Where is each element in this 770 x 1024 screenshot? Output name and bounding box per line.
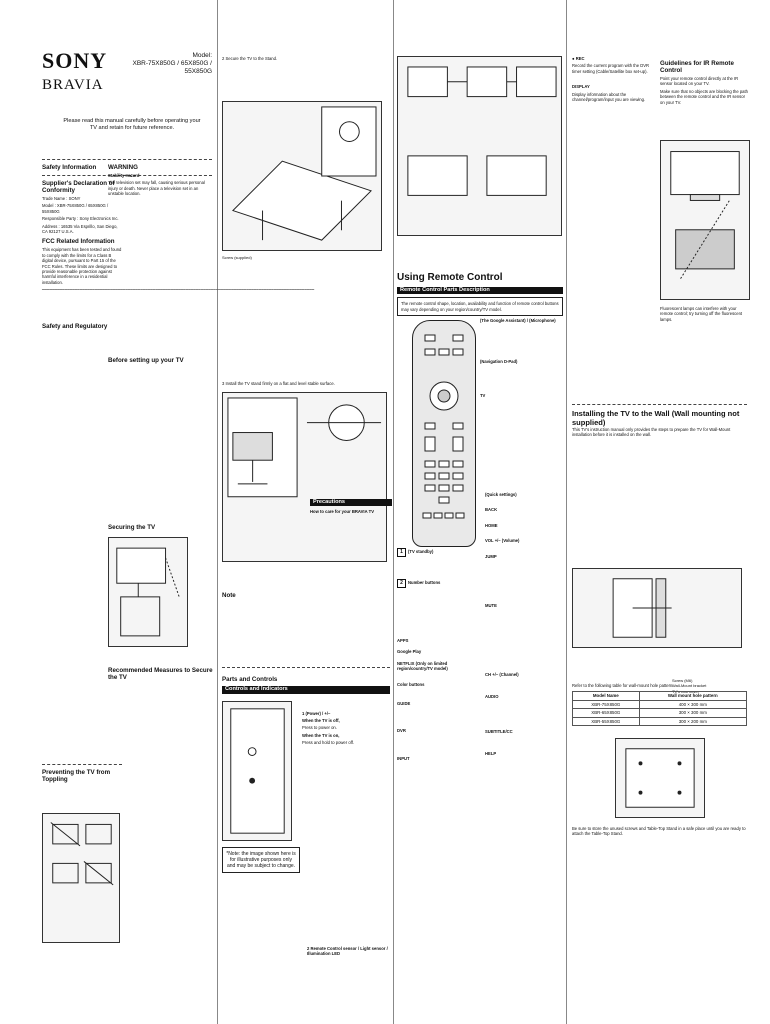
tv-item: TV (480, 392, 486, 398)
bravia-logo: BRAVIA (42, 77, 104, 93)
cable-diagram (397, 56, 562, 236)
tipping-illustration (42, 813, 120, 943)
divider (572, 404, 747, 405)
recommended-title: Recommended Measures to Secure the TV (108, 666, 213, 681)
dpad-item: (Navigation D-Pad) (480, 359, 518, 365)
before-setup-title: Before setting up your TV (108, 356, 184, 364)
power-press-on: Press to power on. (302, 725, 337, 731)
display-text: Display information about the channel/program/input you are viewing. (572, 91, 646, 103)
image-note: *Note: the image shown here is for illustrative purposes only and may be subject to change. (222, 847, 300, 873)
model-label: Model: (192, 52, 212, 59)
screw-supplied-label: Screw (supplied) (222, 255, 252, 261)
netflix-item: NETFLIX (Only on limited region/country/TV model) (397, 660, 448, 672)
ir-guideline-2: Make sure that no objects are blocking the path between the remote control and the IR sensor on your TV. (660, 88, 748, 105)
hole-pattern-illustration (615, 738, 705, 818)
rec-label: REC (575, 56, 585, 61)
column-divider (566, 0, 567, 1024)
power-when-on: When the TV is on, (302, 732, 340, 738)
model-cell: XBR-55X850G (573, 717, 640, 725)
declaration-line: Responsible Party : Sony Electronics Inc. (42, 216, 119, 222)
color-buttons-item: Color buttons (397, 681, 425, 687)
declaration-line: Trade Name : SONY (42, 196, 81, 201)
model-cell: XBR-75X850G (573, 700, 640, 708)
parts-title: Parts and Controls (222, 676, 278, 684)
number-buttons-label: Number buttons (408, 580, 441, 585)
wall-securing-illustration (222, 392, 387, 562)
remote-parts-bar: Remote Control Parts Description (397, 287, 563, 294)
sony-logo: SONY (42, 48, 108, 73)
precautions-section (310, 496, 392, 517)
precautions-bar: Precautions (310, 499, 392, 506)
guide-item: GUIDE (397, 701, 411, 707)
safety-title: Safety Information (42, 164, 97, 171)
step-3: 3 Install the TV stand firmly on a flat and level stable surface. (222, 380, 335, 386)
declaration-line: Address : 16535 Via Esprillo, San Diego, CA 92127 U.S.A. (42, 223, 118, 235)
remote-buttons-list (480, 318, 562, 400)
table-header: Model Name (573, 692, 640, 700)
safety-regulatory-title: Safety and Regulatory (42, 322, 108, 330)
table-note: Refer to the following table for wall-mount hole pattern. (572, 683, 674, 688)
subtitle-item: SUBTITLE/CC (485, 729, 513, 735)
warning-title: WARNING (108, 164, 138, 171)
fluorescent-note (660, 306, 750, 324)
mute-item: MUTE (485, 603, 497, 609)
wall-mount-table-section (572, 683, 747, 839)
table-header: Wall mount hole pattern (639, 692, 746, 700)
power-item: 1 (Power) / +/– (302, 710, 331, 716)
column-divider (393, 0, 394, 1024)
power-standby-item (397, 548, 479, 557)
apps-item: APPS (397, 638, 409, 643)
controls-bar: Controls and Indicators (222, 686, 390, 693)
remote-title: Using Remote Control (397, 272, 503, 283)
power-hold-off: Press and hold to power off. (302, 740, 355, 746)
ir-guidelines (660, 56, 750, 107)
care-title: How to care for your BRAVIA TV (310, 509, 374, 515)
input-item: INPUT (397, 755, 410, 761)
power-standby-label: (TV standby) (408, 549, 434, 554)
model-cell: XBR-65X850G (573, 709, 640, 717)
stability-text: The television set may fall, causing serious personal injury or death. Never place a television set in an unstable location. (108, 180, 205, 197)
jump-item: JUMP (485, 553, 497, 559)
ir-guideline-1: Point your remote control directly at the IR sensor located on your TV. (660, 76, 739, 87)
note-title: Note (222, 592, 236, 600)
vol-item: VOL +/– (Volume) (485, 538, 520, 544)
audio-item: AUDIO (485, 693, 499, 699)
home-item: HOME (485, 522, 498, 528)
securing-illustration (108, 537, 188, 647)
ch-item: CH +/– (Channel) (485, 672, 519, 678)
column-2 (108, 160, 213, 683)
stand-illustration (222, 101, 382, 251)
display-item: DISPLAY (572, 84, 590, 90)
back-item: BACK (485, 507, 498, 513)
hole-pattern-cell: 400 × 300 mm (639, 700, 746, 708)
wall-bracket-illustration (572, 568, 742, 648)
table-row (573, 700, 747, 708)
dvr-item: DVR (397, 728, 406, 734)
declaration-line: Model : XBR-75X850G / 65X850G / 55X850G (42, 203, 109, 214)
tv-rear-label: TV's rear cover (672, 688, 699, 694)
divider (42, 764, 122, 765)
wall-mount-table (572, 688, 747, 726)
screw-m6-label: Screw (M6) (672, 678, 693, 683)
fcc-text: This equipment has been tested and found to comply with the limits for a Class B digital device, pursuant to Part 15 of the FCC Rules. These limits are designed to provide reasonable protection against harmful interference in a residential installation. (42, 247, 122, 285)
hole-pattern-cell: 300 × 200 mm (639, 717, 746, 725)
column-3 (397, 56, 563, 316)
hole-pattern-cell: 300 × 300 mm (639, 709, 746, 717)
wall-bracket-label: Wall-Mount bracket (672, 683, 707, 689)
number-buttons-item (397, 579, 479, 588)
remote-control-illustration (412, 320, 476, 547)
number-badge: 2 (397, 579, 406, 588)
number-badge: 1 (397, 548, 406, 557)
divider (222, 667, 390, 668)
rec-icon: ● (572, 56, 575, 61)
fcc-title: FCC Related Information (42, 238, 115, 246)
wall-title: Installing the TV to the Wall (Wall mounting not supplied) (572, 409, 740, 427)
steps-section (222, 56, 390, 957)
declaration-title: Supplier's Declaration of Conformity (42, 180, 115, 194)
rec-text: Record the current program with the DVR timer setting (Cable/Satellite box set-up). (572, 63, 650, 74)
ir-title: Guidelines for IR Remote Control (660, 60, 734, 74)
quick-settings-item: (Quick settings) (485, 492, 517, 497)
column-divider (217, 0, 218, 1024)
model-numbers: XBR-75X850G / 65X850G / 55X850G (132, 60, 212, 75)
remote-intro: The remote control shape, location, availability and function of remote control buttons may vary depending on your region/country/TV model. (397, 297, 563, 316)
tv-controls-illustration (222, 701, 292, 841)
store-note: Be sure to store the unused screws and Table-Top Stand in a safe place until you are ready to attach the Table-Top Stand. (572, 826, 746, 837)
remote-buttons-list-right (485, 492, 565, 758)
fcc-text-filler: ━━━━━━━━━━━━━━━━━━━━━━━━━━━━━━━━━━━━━━━━━━━━━━━━━━━━━━━━━━━━━━━━━━━━━━━━━━━━━━━━━━━━━━━━━━━━━━━━━━━━━━━━━━━━ (42, 287, 315, 293)
securing-title: Securing the TV (108, 523, 156, 531)
remote-sensor-item: 2 Remote Control sensor / Light sensor / Illumination LED (307, 946, 388, 957)
help-item: HELP (485, 750, 497, 756)
table-row (573, 717, 747, 725)
remote-buttons-list-left (397, 548, 479, 763)
table-row (573, 709, 747, 717)
brand-logo (42, 50, 107, 94)
stability-title: Stability Hazard (108, 173, 140, 178)
google-assistant-item: (The Google Assistant) / (Microphone) (480, 318, 556, 323)
google-play-item: Google Play (397, 649, 422, 655)
power-when-off: When the TV is off, (302, 718, 340, 724)
tipping-title: Preventing the TV from Toppling (42, 769, 111, 783)
wall-text: This TV's instruction manual only provides the steps to prepare the TV for Wall-Mount installation before it is installed on the wall. (572, 427, 731, 438)
fluorescent-text: Fluorescent lamps can interfere with your remote control; try turning off the fluorescent lamps. (660, 306, 743, 322)
intro-text: Please read this manual carefully before operating your TV and retain for future reference. (63, 118, 201, 131)
ir-illustration (660, 140, 750, 300)
step-2: 2 Secure the TV to the Stand. (222, 56, 278, 61)
